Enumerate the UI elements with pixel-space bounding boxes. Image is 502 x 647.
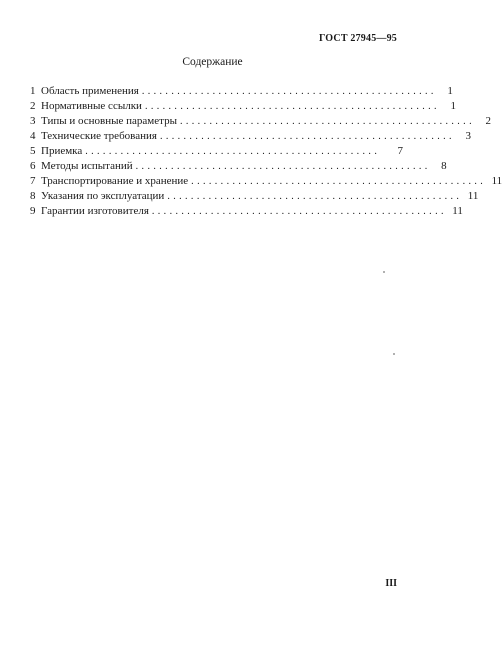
toc-title: Содержание: [182, 56, 243, 68]
toc-leader-dots: ..................................................: [141, 86, 437, 97]
toc-entry-number: 2: [30, 100, 36, 112]
toc-entry-number: 3: [30, 115, 36, 127]
toc-leader-dots: ..................................................: [144, 101, 440, 112]
toc-entry: [30, 129, 471, 144]
toc-leader-dots: ..................................................: [191, 176, 487, 187]
toc-entry-page: 11: [467, 190, 479, 202]
toc-entry-label: Приемка: [41, 145, 83, 157]
toc-entry-label: Транспортирование и хранение: [41, 175, 189, 187]
toc-entry: [30, 189, 479, 204]
toc-entry-label: Нормативные ссылки: [41, 100, 142, 112]
toc-entry-label: Область применения: [41, 85, 139, 97]
toc-entry: [30, 99, 456, 114]
toc-leader-dots: ..................................................: [167, 191, 463, 202]
scan-speck: [383, 271, 385, 273]
toc-entry: [30, 174, 502, 189]
scan-speck: [393, 353, 395, 355]
toc-leader-dots: ..................................................: [179, 116, 475, 127]
standard-code: ГОСТ 27945—95: [318, 33, 397, 44]
toc-entry-page: 3: [465, 130, 471, 142]
toc-entry: [30, 204, 463, 219]
toc-entry-number: 7: [30, 175, 36, 187]
toc-entry: [30, 114, 491, 129]
toc-entry-number: 8: [30, 190, 36, 202]
toc-entry-number: 4: [30, 130, 36, 142]
toc-entry-page: 11: [452, 205, 463, 217]
toc-leader-dots: ..................................................: [85, 146, 381, 157]
toc-entry-number: 9: [30, 205, 36, 217]
toc-entry-number: 5: [30, 145, 36, 157]
toc-entry: [30, 84, 453, 99]
toc-entry-label: Типы и основные параметры: [41, 115, 177, 127]
toc-entry-number: 1: [30, 85, 36, 97]
toc-entry: [30, 159, 447, 174]
toc-entry-label: Гарантии изготовителя: [41, 205, 149, 217]
toc-entry-label: Указания по эксплуатации: [41, 190, 165, 202]
toc-entry-label: Технические требования: [41, 130, 157, 142]
toc-leader-dots: ..................................................: [135, 161, 431, 172]
toc-entry-number: 6: [30, 160, 36, 172]
toc-entry: [30, 144, 403, 159]
toc-entry-page: 1: [450, 100, 456, 112]
toc-leader-dots: ..................................................: [151, 206, 447, 217]
toc-entry-page: 7: [397, 145, 403, 157]
toc-entry-page: 11: [491, 175, 502, 187]
toc-leader-dots: ..................................................: [159, 131, 455, 142]
table-of-contents: [30, 84, 502, 219]
toc-entry-page: 1: [447, 85, 453, 97]
toc-entry-page: 2: [485, 115, 491, 127]
toc-entry-page: 8: [441, 160, 447, 172]
toc-entry-label: Методы испытаний: [41, 160, 133, 172]
page-number: III: [385, 578, 397, 589]
